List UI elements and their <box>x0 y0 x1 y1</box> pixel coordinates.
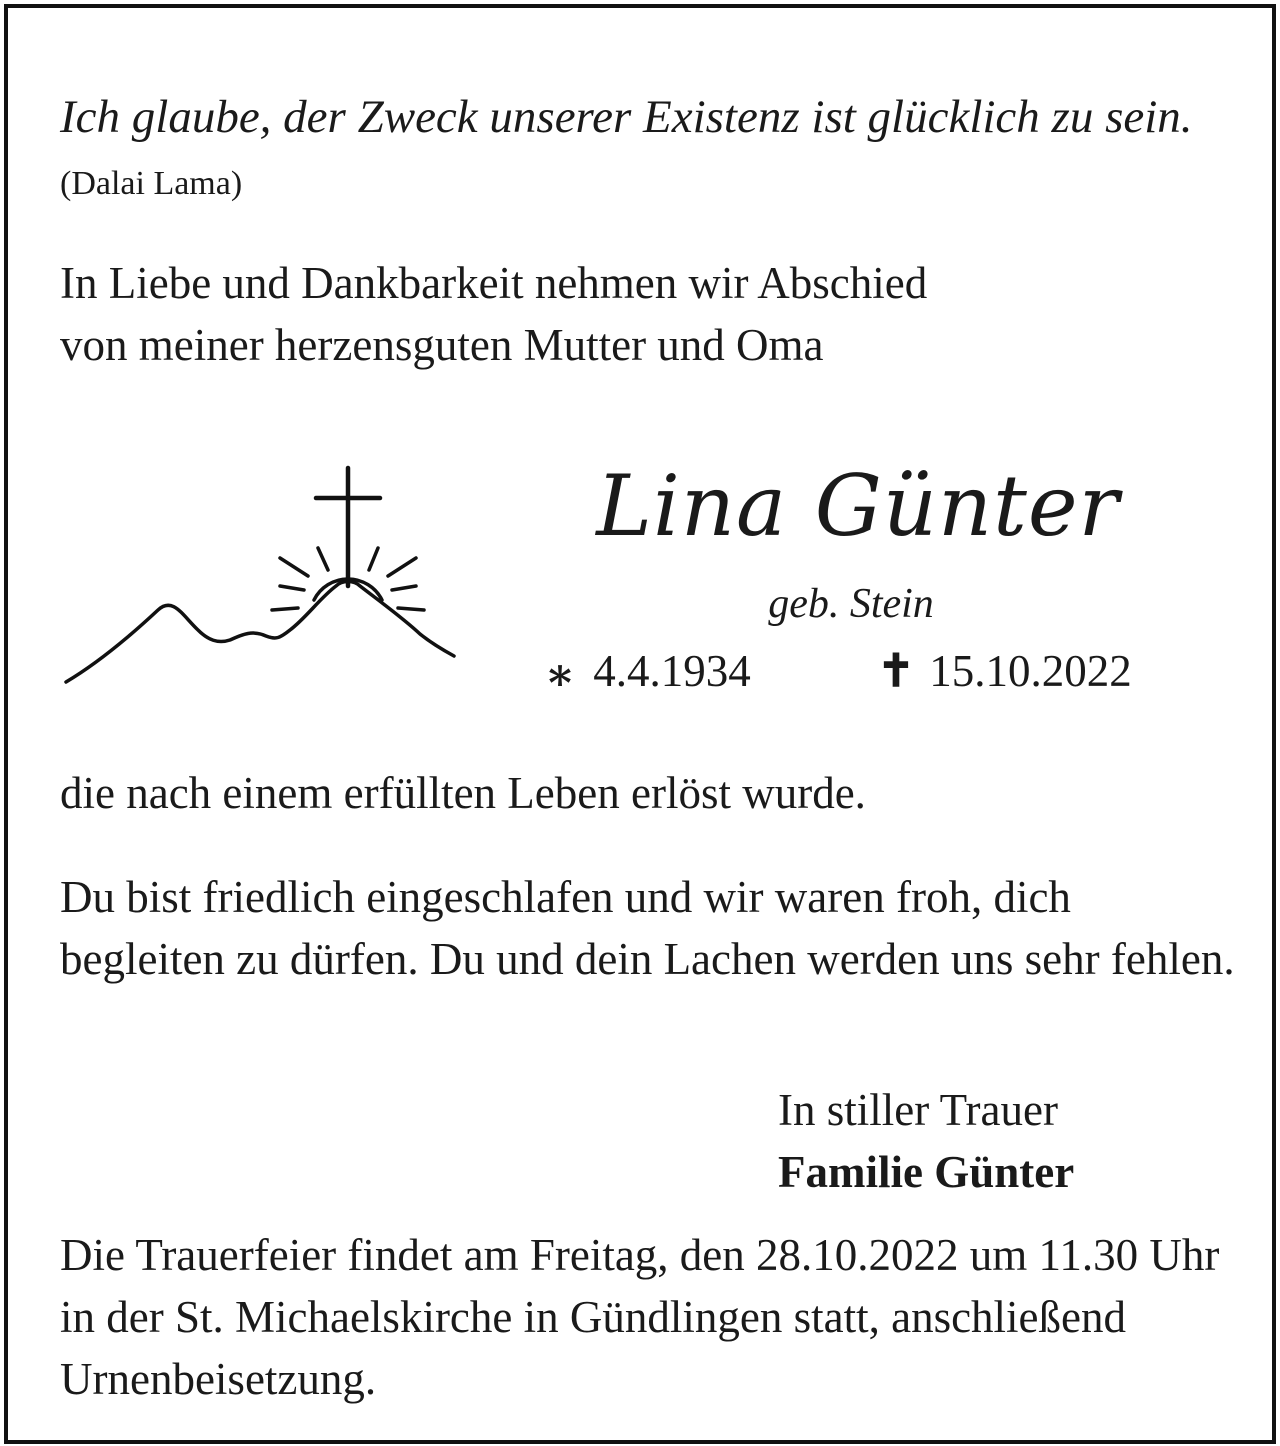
maiden-name: geb. Stein <box>768 581 934 627</box>
cross-on-mountain-icon <box>58 458 458 688</box>
deceased-name: Lina Günter <box>596 457 1120 555</box>
birth-date: 4.4.1934 <box>593 646 751 696</box>
quote-author: (Dalai Lama) <box>60 165 243 202</box>
relief-sentence: die nach einem erfüllten Leben erlöst wurde. <box>60 768 866 818</box>
opening-quote <box>60 86 1240 215</box>
family-name: Familie Günter <box>778 1147 1075 1197</box>
birth-date-line <box>538 640 751 702</box>
quote-text: Ich glaube, der Zweck unserer Existenz ist glücklich zu sein. <box>60 91 1193 143</box>
service-announcement: Die Trauerfeier findet am Freitag, den 28.10.2022 um 11.30 Uhr in der St. Michaelskirche in Gündlingen statt, anschließend Urnenbeisetzung. <box>60 1230 1220 1404</box>
death-date: 15.10.2022 <box>929 646 1132 696</box>
farewell-intro <box>60 252 927 376</box>
death-cross-icon: ✝ <box>877 646 915 696</box>
obituary-notice <box>4 4 1276 1444</box>
farewell-paragraph: Du bist friedlich eingeschlafen und wir waren froh, dich begleiten zu dürfen. Du und dein Lachen werden uns sehr fehlen. <box>60 872 1235 984</box>
signature-block <box>778 1079 1074 1203</box>
death-date-line <box>874 640 1132 702</box>
intro-line-2: von meiner herzensguten Mutter und Oma <box>60 320 824 370</box>
mourning-line: In stiller Trauer <box>778 1085 1058 1135</box>
birth-star-icon: ⁎ <box>548 646 572 696</box>
intro-line-1: In Liebe und Dankbarkeit nehmen wir Abschied <box>60 258 928 308</box>
